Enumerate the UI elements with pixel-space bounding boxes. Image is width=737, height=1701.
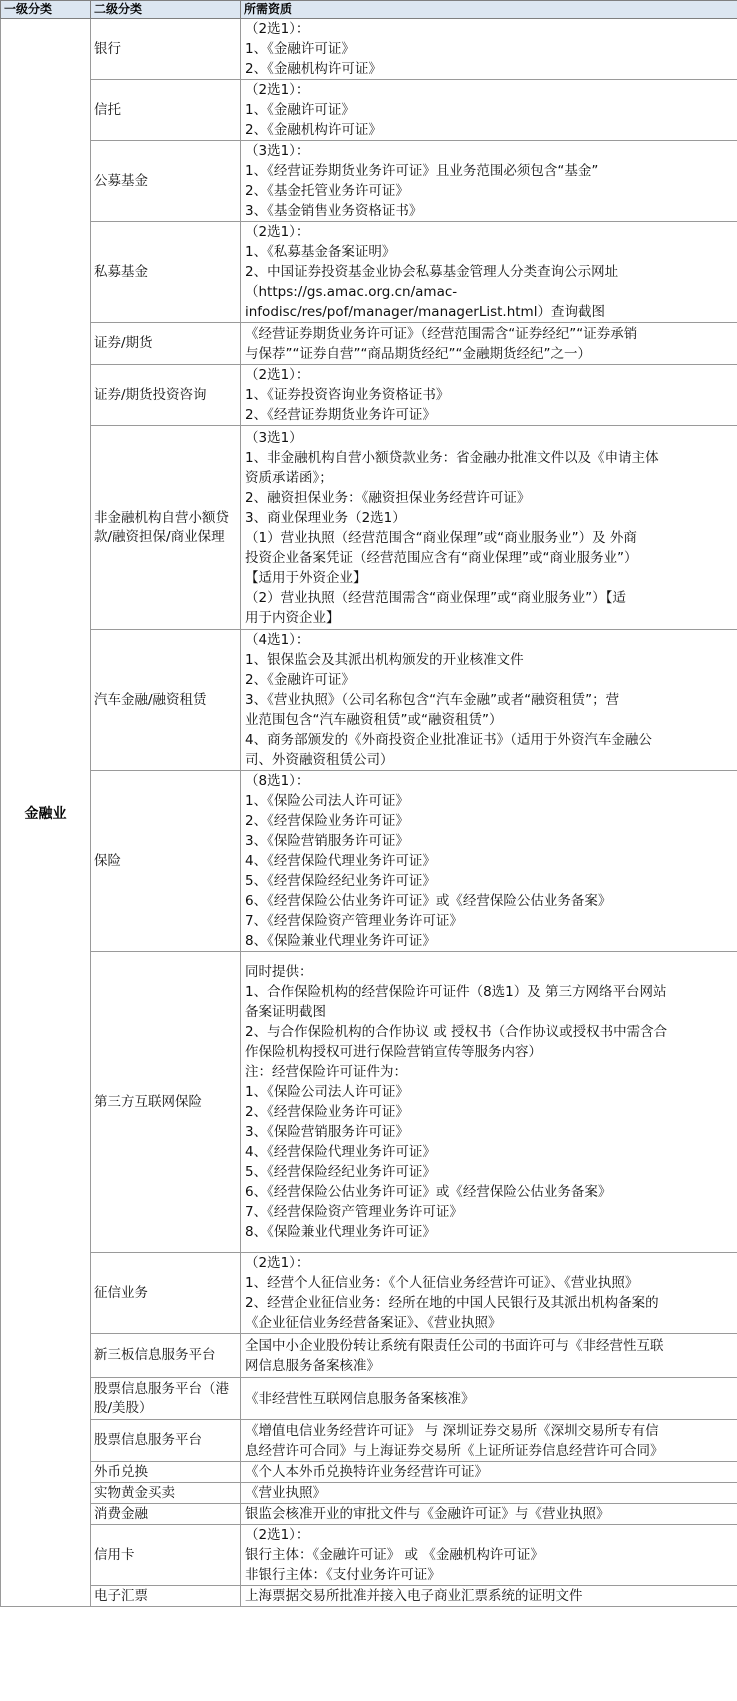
level2-category: 公募基金 [91, 141, 241, 222]
requirements-cell [241, 1483, 737, 1504]
table-row [1, 365, 737, 426]
level2-category: 实物黄金买卖 [91, 1483, 241, 1504]
level2-category: 征信业务 [91, 1253, 241, 1334]
requirements-cell [241, 1334, 737, 1378]
requirement-line: 司、外资融资租赁公司） [245, 752, 394, 768]
header-requirements: 所需资质 [241, 1, 737, 19]
table-row [1, 1420, 737, 1462]
requirement-line: 3、商业保理业务（2选1） [245, 509, 406, 526]
table-row [1, 80, 737, 141]
requirements-cell [241, 1525, 737, 1586]
requirements-cell [241, 365, 737, 426]
table-row [1, 426, 737, 630]
requirement-line: 3、《基金销售业务资格证书》 [245, 203, 423, 219]
requirement-line: （2选1）： [245, 1527, 310, 1543]
requirement-line: 非银行主体：《支付业务许可证》 [245, 1567, 441, 1583]
requirement-line: 2、《基金托管业务许可证》 [245, 183, 409, 199]
requirements-cell [241, 1586, 737, 1607]
requirements-cell [241, 1253, 737, 1334]
requirement-line: 1、《保险公司法人许可证》 [245, 793, 409, 809]
requirement-line: 1、合作保险机构的经营保险许可证件（8选1）及 第三方网络平台网站 [245, 984, 667, 1000]
level2-category: 证券/期货 [91, 323, 241, 365]
level2-category: 信用卡 [91, 1525, 241, 1586]
requirement-line: 息经营许可合同》与上海证券交易所《上证所证券信息经营许可合同》 [245, 1442, 664, 1459]
requirement-line: infodisc/res/pof/manager/managerList.html）查询截图 [245, 304, 605, 320]
requirement-line: 1、《金融许可证》 [245, 41, 355, 57]
requirements-cell [241, 1504, 737, 1525]
requirements-cell [241, 323, 737, 365]
level2-category: 非金融机构自营小额贷款/融资担保/商业保理 [91, 426, 241, 630]
requirement-line: 6、《经营保险公估业务许可证》或《经营保险公估业务备案》 [245, 1184, 612, 1200]
requirements-cell [241, 1378, 737, 1420]
requirement-line: 银行主体：《金融许可证》 或 《金融机构许可证》 [245, 1547, 544, 1563]
requirement-line: （2）营业执照（经营范围需含“商业保理”或“商业服务业”）【适 [245, 589, 626, 606]
requirement-line: （3选1） [245, 429, 303, 446]
requirement-line: 4、《经营保险代理业务许可证》 [245, 853, 436, 869]
requirement-line: 5、《经营保险经纪业务许可证》 [245, 873, 436, 889]
requirement-line: 7、《经营保险资产管理业务许可证》 [245, 913, 463, 929]
requirements-cell [241, 952, 737, 1253]
requirement-line: 2、中国证券投资基金业协会私募基金管理人分类查询公示网址 [245, 264, 619, 280]
table-row [1, 630, 737, 771]
level2-category: 电子汇票 [91, 1586, 241, 1607]
requirement-line: 投资企业备案凭证（经营范围应含有“商业保理”或“商业服务业”） [245, 549, 638, 566]
table-row [1, 1462, 737, 1483]
level2-category: 私募基金 [91, 222, 241, 323]
requirement-line: 资质承诺函》； [245, 469, 333, 486]
header-level2: 二级分类 [91, 1, 241, 19]
requirement-line: 3、《保险营销服务许可证》 [245, 833, 409, 849]
requirement-line: 《营业执照》 [245, 1485, 326, 1501]
requirement-line: 《个人本外币兑换特许业务经营许可证》 [245, 1464, 488, 1480]
requirements-cell [241, 141, 737, 222]
requirement-line: 同时提供： [245, 964, 313, 980]
requirement-line: （2选1）： [245, 224, 310, 240]
requirement-line: 《企业征信业务经营备案证》、《营业执照》 [245, 1315, 502, 1331]
requirement-line: 1、《保险公司法人许可证》 [245, 1084, 409, 1100]
requirement-line: 6、《经营保险公估业务许可证》或《经营保险公估业务备案》 [245, 893, 612, 909]
requirement-line: 2、《金融许可证》 [245, 672, 355, 688]
requirement-line: 2、经营企业征信业务：经所在地的中国人民银行及其派出机构备案的 [245, 1295, 659, 1311]
requirement-line: 3、《保险营销服务许可证》 [245, 1124, 409, 1140]
table-header-row [1, 1, 737, 19]
level1-category: 金融业 [1, 19, 91, 1607]
requirement-line: 全国中小企业股份转让系统有限责任公司的书面许可与《非经营性互联 [245, 1337, 664, 1354]
level2-category: 外币兑换 [91, 1462, 241, 1483]
table-row [1, 1253, 737, 1334]
table-row [1, 952, 737, 1253]
requirement-line: （3选1）： [245, 143, 310, 159]
requirements-cell [241, 1462, 737, 1483]
requirement-line: 5、《经营保险经纪业务许可证》 [245, 1164, 436, 1180]
requirement-line: 7、《经营保险资产管理业务许可证》 [245, 1204, 463, 1220]
level2-category: 保险 [91, 771, 241, 952]
requirement-line: （2选1）： [245, 367, 310, 383]
requirement-line: 《非经营性互联网信息服务备案核准》 [245, 1390, 475, 1407]
requirement-line: 银监会核准开业的审批文件与《金融许可证》与《营业执照》 [245, 1506, 610, 1522]
requirement-line: 1、《证券投资咨询业务资格证书》 [245, 387, 450, 403]
table-row [1, 1334, 737, 1378]
requirement-line: （2选1）： [245, 21, 310, 37]
requirement-line: （2选1）： [245, 1255, 310, 1271]
table-row [1, 323, 737, 365]
requirements-cell [241, 19, 737, 80]
table-row [1, 19, 737, 80]
level2-category: 信托 [91, 80, 241, 141]
requirement-line: 《增值电信业务经营许可证》 与 深圳证券交易所《深圳交易所专有信 [245, 1422, 659, 1439]
requirement-line: 业范围包含“汽车融资租赁”或“融资租赁”） [245, 712, 503, 728]
requirement-line: 2、《经营证券期货业务许可证》 [245, 407, 436, 423]
requirement-line: 1、银保监会及其派出机构颁发的开业核准文件 [245, 652, 524, 668]
requirement-line: 2、《经营保险业务许可证》 [245, 1104, 409, 1120]
requirement-line: （8选1）： [245, 773, 310, 789]
level2-category: 股票信息服务平台（港股/美股） [91, 1378, 241, 1420]
requirement-line: 3、《营业执照》（公司名称包含“汽车金融”或者“融资租赁”；营 [245, 692, 620, 708]
table-row [1, 141, 737, 222]
level2-category: 股票信息服务平台 [91, 1420, 241, 1462]
table-row [1, 1586, 737, 1607]
requirement-line: 4、商务部颁发的《外商投资企业批准证书》（适用于外资汽车金融公 [245, 732, 652, 748]
level2-category: 消费金融 [91, 1504, 241, 1525]
requirement-line: 2、《金融机构许可证》 [245, 122, 382, 138]
requirement-line: （2选1）： [245, 82, 310, 98]
requirement-line: 2、《金融机构许可证》 [245, 61, 382, 77]
requirement-line: 用于内资企业】 [245, 609, 340, 626]
level2-category: 第三方互联网保险 [91, 952, 241, 1253]
requirements-cell [241, 1420, 737, 1462]
requirement-line: 1、《经营证券期货业务许可证》且业务范围必须包含“基金” [245, 163, 599, 179]
requirement-line: （4选1）： [245, 632, 310, 648]
table-row [1, 222, 737, 323]
table-row [1, 1483, 737, 1504]
requirement-line: 《经营证券期货业务许可证》（经营范围需含“证券经纪”“证券承销 [245, 325, 638, 342]
table-body [1, 19, 737, 1607]
requirement-line: 1、经营个人征信业务：《个人征信业务经营许可证》、《营业执照》 [245, 1275, 639, 1291]
requirements-cell [241, 771, 737, 952]
table-row [1, 771, 737, 952]
level2-category: 汽车金融/融资租赁 [91, 630, 241, 771]
level2-category: 新三板信息服务平台 [91, 1334, 241, 1378]
requirement-line: 【适用于外资企业】 [245, 569, 367, 586]
table-row [1, 1504, 737, 1525]
requirement-line: 作保险机构授权可进行保险营销宣传等服务内容） [245, 1044, 542, 1060]
requirement-line: 1、《私募基金备案证明》 [245, 244, 396, 260]
requirements-cell [241, 80, 737, 141]
requirement-line: 8、《保险兼业代理业务许可证》 [245, 933, 436, 949]
table-row [1, 1525, 737, 1586]
requirement-line: 2、融资担保业务：《融资担保业务经营许可证》 [245, 489, 531, 506]
level2-category: 证券/期货投资咨询 [91, 365, 241, 426]
requirement-line: 1、《金融许可证》 [245, 102, 355, 118]
requirement-line: （1）营业执照（经营范围含“商业保理”或“商业服务业”）及 外商 [245, 529, 637, 546]
requirements-cell [241, 426, 737, 630]
requirement-line: 网信息服务备案核准》 [245, 1357, 380, 1374]
table-row [1, 1378, 737, 1420]
requirements-cell [241, 222, 737, 323]
requirement-line: 1、非金融机构自营小额贷款业务：省金融办批准文件以及《申请主体 [245, 449, 659, 466]
header-level1: 一级分类 [1, 1, 91, 19]
requirement-line: 上海票据交易所批准并接入电子商业汇票系统的证明文件 [245, 1588, 583, 1604]
requirement-line: 8、《保险兼业代理业务许可证》 [245, 1224, 436, 1240]
requirement-line: 2、与合作保险机构的合作协议 或 授权书（合作协议或授权书中需含合 [245, 1024, 668, 1040]
requirement-line: 与保荐”“证券自营”“商品期货经纪”“金融期货经纪”之一） [245, 345, 591, 362]
requirement-line: 4、《经营保险代理业务许可证》 [245, 1144, 436, 1160]
requirement-line: 注：经营保险许可证件为： [245, 1064, 407, 1080]
requirements-cell [241, 630, 737, 771]
level2-category: 银行 [91, 19, 241, 80]
requirement-line: （https://gs.amac.org.cn/amac- [245, 284, 458, 300]
requirement-line: 备案证明截图 [245, 1004, 326, 1020]
requirement-line: 2、《经营保险业务许可证》 [245, 813, 409, 829]
